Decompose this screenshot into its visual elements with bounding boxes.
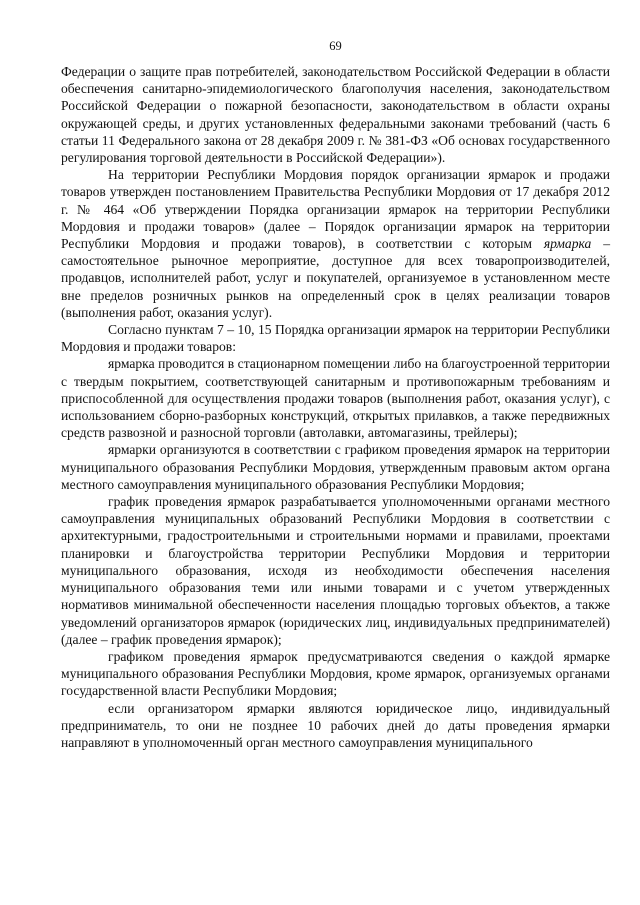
paragraph-6: график проведения ярмарок разрабатывается уполномоченными органами местного самоуправления муниципальных образований Республики Мордовия в соответствии с архитектурными, градостроительными и строительными нормами и правилами, проектами планировки и благоустройства территории Республики Мордовия и территории муниципального образования, исходя из необходимости обеспечения населения муниципального образования теми или иными товарами и с учетом утвержденных нормативов минимальной обеспеченности населения площадью торговых объектов, а также уведомлений организаторов ярмарок (юридических лиц, индивидуальных предпринимателей) (далее – график проведения ярмарок);	[61, 494, 610, 647]
paragraph-2	[61, 166, 610, 321]
paragraph-4: ярмарка проводится в стационарном помещении либо на благоустроенной территории с твердым покрытием, соответствующей санитарным и противопожарным требованиям и приспособленной для осуществления продажи товаров (выполнения работ, оказания услуг), с использованием сборно-разборных конструкций, открытых прилавков, а также передвижных средств развозной и разносной торговли (автолавки, автомагазины, трейлеры);	[61, 356, 610, 441]
paragraph-8: если организатором ярмарки являются юридическое лицо, индивидуальный предприниматель, то они не позднее 10 рабочих дней до даты проведения ярмарки направляют в уполномоченный орган местного самоуправления муниципального	[61, 700, 610, 750]
paragraph-3: Согласно пунктам 7 – 10, 15 Порядка организации ярмарок на территории Республики Мордовия и продажи товаров:	[61, 322, 610, 355]
paragraph-7: графиком проведения ярмарок предусматриваются сведения о каждой ярмарке муниципального образования Республики Мордовия, кроме ярмарок, организуемых органами государственной власти Республики Мордовия;	[61, 648, 610, 699]
page-number: 69	[329, 39, 342, 53]
paragraph-2-end: – самостоятельное рыночное мероприятие, доступное для всех товаропроизводителей, продавцов, исполнителей работ, услуг и покупателей, организуемое в установленном месте вне пределов розничных рынков на определенный срок в целях реализации товаров (выполнения работ, оказания услуг).	[61, 236, 611, 320]
paragraph-1: Федерации о защите прав потребителей, законодательством Российской Федерации в области обеспечения санитарно-эпидемиологического благополучия населения, законодательством Российской Федерации о пожарной безопасности, законодательством в области охраны окружающей среды, и других установленных федеральными законами требований (часть 6 статьи 11 Федерального закона от 28 декабря 2009 г. № 381-ФЗ «Об основах государственного регулирования торговой деятельности в Российской Федерации»).	[61, 64, 610, 166]
term-yarmarka: ярмарка	[543, 236, 592, 252]
paragraph-5: ярмарки организуются в соответствии с графиком проведения ярмарок на территории муниципального образования Республики Мордовия, утвержденным правовым актом органа местного самоуправления муниципального образования Республики Мордовия;	[61, 442, 610, 492]
paragraph-2-start: На территории Республики Мордовия порядок организации ярмарок и продажи товаров утвержден постановлением Правительства Республики Мордовия от 17 декабря 2012 г. № 464 «Об утверждении Порядка организации ярмарок на территории Республики Мордовия и продажи товаров» (далее – Порядок организации ярмарок на территории Республики Мордовия и продажи товаров), в соответствии с которым	[61, 167, 610, 252]
